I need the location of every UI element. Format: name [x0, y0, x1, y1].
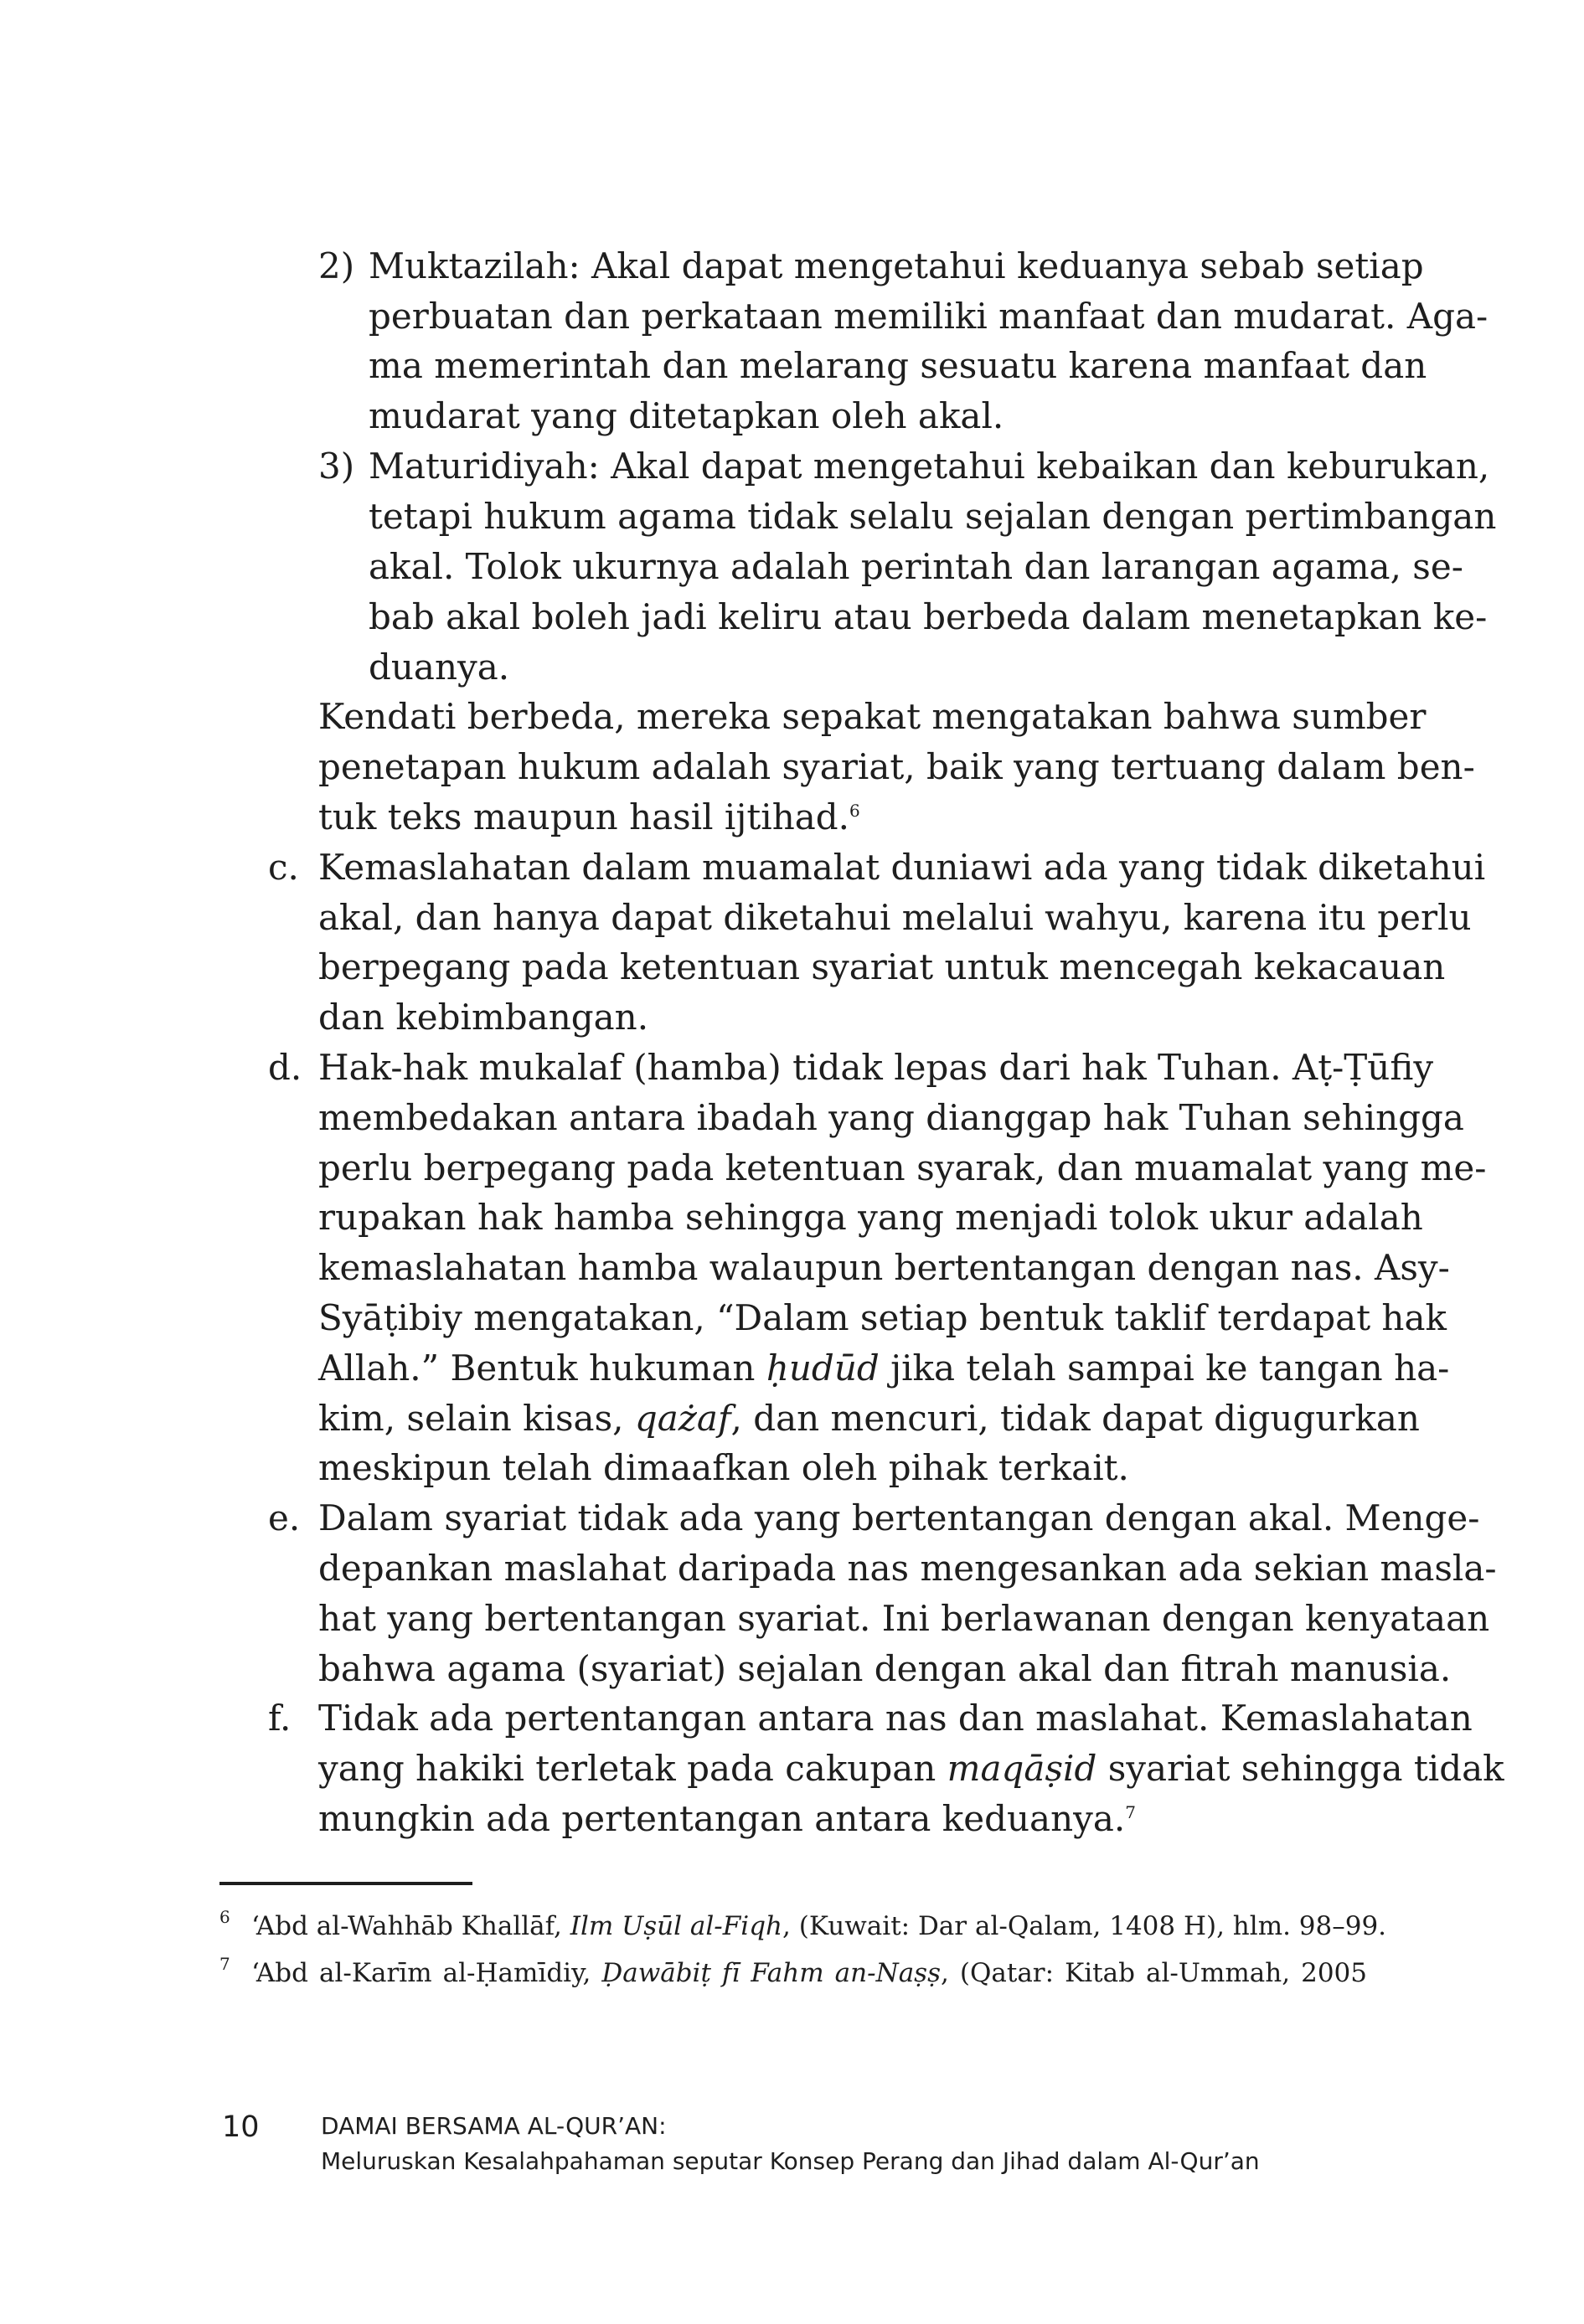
item-f-text: yang hakiki terletak pada cakupan — [318, 1748, 947, 1789]
item-f-text: syariat sehingga tidak — [1096, 1748, 1504, 1789]
item-c-line: berpegang pada ketentuan syariat untuk mencegah kekacauan — [318, 946, 1446, 987]
item-d-line — [318, 1343, 1450, 1394]
item-3-line: Maturidiyah: Akal dapat mengetahui kebaikan dan keburukan, — [369, 446, 1490, 487]
item-d-line: membedakan antara ibadah yang dianggap hak Tuhan sehingga — [318, 1097, 1464, 1138]
footnote-ref-6: 6 — [849, 801, 860, 821]
item-d-line: kemaslahatan hamba walaupun bertentangan dengan nas. Asy- — [318, 1247, 1450, 1288]
item-3-line: tetapi hukum agama tidak selalu sejalan dengan pertimbangan — [369, 496, 1497, 537]
paragraph-line — [318, 792, 860, 843]
paragraph-text: tuk teks maupun hasil ijtihad. — [318, 796, 850, 837]
item-marker-e: e. — [268, 1497, 301, 1538]
item-marker-c: c. — [268, 847, 299, 888]
item-2-line: perbuatan dan perkataan memiliki manfaat dan mudarat. Aga- — [369, 296, 1489, 337]
item-d-text: kim, selain kisas, — [318, 1398, 635, 1439]
page-number: 10 — [222, 2110, 260, 2144]
footnote-text: ‘Abd al-Wahhāb Khallāf, — [251, 1911, 570, 1941]
item-d-line: perlu berpegang pada ketentuan syarak, dan muamalat yang me- — [318, 1147, 1487, 1188]
item-d-text: jika telah sampai ke tangan ha- — [879, 1348, 1450, 1389]
item-f-line: Tidak ada pertentangan antara nas dan maslahat. Kemaslahatan — [318, 1698, 1473, 1739]
footnote-text: , (Kuwait: Dar al-Qalam, 1408 H), hlm. 98–99. — [782, 1911, 1387, 1941]
item-c-line: akal, dan hanya dapat diketahui melalui wahyu, karena itu perlu — [318, 897, 1472, 938]
item-d-text: , dan mencuri, tidak dapat digugurkan — [730, 1398, 1420, 1439]
item-d-line: meskipun telah dimaafkan oleh pihak terkait. — [318, 1447, 1129, 1488]
item-marker-3: 3) — [318, 446, 355, 487]
paragraph-line: Kendati berbeda, mereka sepakat mengatakan bahwa sumber — [318, 696, 1427, 737]
item-d-line: Syāṭibiy mengatakan, “Dalam setiap bentuk taklif terdapat hak — [318, 1297, 1447, 1338]
item-f-line — [318, 1794, 1136, 1844]
item-3-line: bab akal boleh jadi keliru atau berbeda dalam menetapkan ke- — [369, 596, 1488, 637]
footnote-text: , (Qatar: Kitab al-Ummah, 2005 — [941, 1958, 1367, 1988]
footnote-title: Ḍawābiṭ fī Fahm an-Naṣṣ — [601, 1958, 941, 1988]
running-title: DAMAI BERSAMA AL-QUR’AN: — [321, 2112, 667, 2140]
running-subtitle: Meluruskan Kesalahpahaman seputar Konsep Perang dan Jihad dalam Al-Qur’an — [321, 2147, 1260, 2175]
item-e-line: depankan maslahat daripada nas mengesankan ada sekian masla- — [318, 1548, 1497, 1589]
footnote-7 — [251, 1955, 1367, 1992]
item-marker-2: 2) — [318, 245, 355, 286]
item-marker-f: f. — [268, 1698, 292, 1739]
item-c-line: Kemaslahatan dalam muamalat duniawi ada yang tidak diketahui — [318, 847, 1486, 888]
term-maqasid: maqāṣid — [947, 1748, 1097, 1789]
item-2-line: ma memerintah dan melarang sesuatu karena manfaat dan — [369, 345, 1427, 386]
item-f-text: mungkin ada pertentangan antara keduanya. — [318, 1798, 1126, 1839]
footnote-number: 7 — [219, 1954, 230, 1974]
item-e-line: bahwa agama (syariat) sejalan dengan akal dan fitrah manusia. — [318, 1648, 1452, 1689]
term-qazaf: qażaf — [634, 1398, 731, 1439]
item-d-line: Hak-hak mukalaf (hamba) tidak lepas dari hak Tuhan. Aṭ-Ṭūfiy — [318, 1047, 1434, 1088]
item-2-line: mudarat yang ditetapkan oleh akal. — [369, 395, 1004, 436]
item-d-line — [318, 1394, 1420, 1444]
footnote-text: ‘Abd al-Karīm al-Ḥamīdiy, — [251, 1958, 602, 1988]
item-d-line: rupakan hak hamba sehingga yang menjadi tolok ukur adalah — [318, 1197, 1423, 1238]
item-f-line — [318, 1744, 1504, 1794]
item-c-line: dan kebimbangan. — [318, 997, 649, 1038]
footnote-title: Ilm Uṣūl al-Fiqh — [570, 1911, 783, 1941]
footnote-6 — [251, 1908, 1387, 1945]
item-2-line: Muktazilah: Akal dapat mengetahui keduanya sebab setiap — [369, 245, 1424, 286]
footnote-ref-7: 7 — [1125, 1802, 1136, 1822]
item-e-line: hat yang bertentangan syariat. Ini berlawanan dengan kenyataan — [318, 1598, 1490, 1639]
item-marker-d: d. — [268, 1047, 302, 1088]
footnote-number: 6 — [219, 1907, 230, 1927]
term-hudud: ḥudūd — [766, 1348, 880, 1389]
item-3-line: akal. Tolok ukurnya adalah perintah dan larangan agama, se- — [369, 546, 1463, 587]
item-e-line: Dalam syariat tidak ada yang bertentangan dengan akal. Menge- — [318, 1497, 1480, 1538]
item-d-text: Allah.” Bentuk hukuman — [318, 1348, 766, 1389]
footnote-divider — [219, 1882, 472, 1885]
paragraph-line: penetapan hukum adalah syariat, baik yang tertuang dalam ben- — [318, 746, 1475, 787]
item-3-line: duanya. — [369, 647, 510, 688]
